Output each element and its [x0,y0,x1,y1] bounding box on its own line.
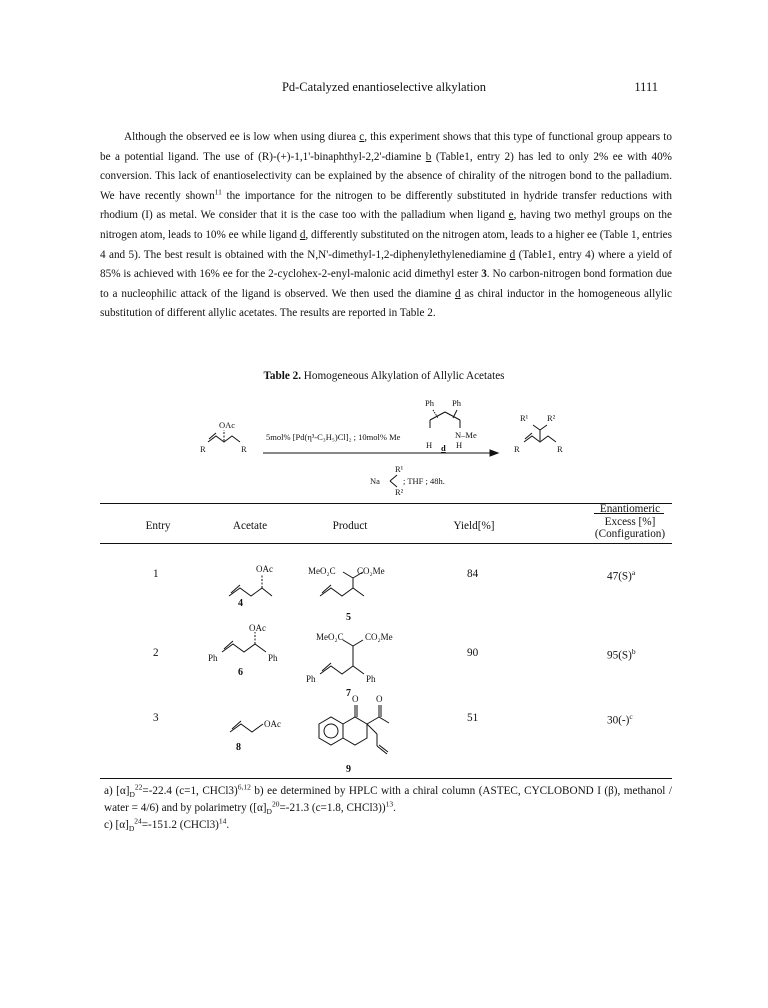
scheme-prod-r-right: R [557,444,563,454]
s1-meo2c: MeO₂C [308,566,336,576]
citation-11: 11 [214,187,222,197]
s2-co2me: CO₂Me [365,632,393,642]
scheme-nme: N–Me [455,430,477,440]
s1-co2me: CO₂Me [357,566,385,576]
scheme-oac: OAc [219,420,236,430]
ee-cell: $30(-)^c$ [607,712,633,727]
s2-meo2c: MeO₂C [316,632,344,642]
ref-d: d [454,287,461,300]
table-caption: Table 2. Homogeneous Alkylation of Allylic Acetates [263,370,505,382]
ref-b: b [425,150,432,163]
scheme-r-left: R [200,444,206,454]
scheme-r2: R² [395,487,404,497]
ref-d: d [299,228,306,241]
compound-label-8: 8 [236,742,241,753]
entry-cell: 1 [153,568,159,580]
scheme-prod-r-left: R [514,444,520,454]
yield-cell: 51 [467,712,479,724]
compound-label-7: 7 [346,688,351,699]
scheme-ph-2: Ph [452,398,461,408]
header-ee: Enantiomeric Excess [%] (Configuration) [594,503,666,540]
scheme-ligand-label: d [441,443,446,453]
s3-o-1: O [352,694,359,704]
ee-cell: $95(S)^b$ [607,647,636,662]
compound-label-6: 6 [238,667,243,678]
s2p-ph-left: Ph [306,674,316,684]
header-product: Product [332,520,368,532]
scheme-prod-r2: R² [547,413,556,423]
header-acetate: Acetate [232,520,268,532]
entry-cell: 2 [153,647,159,659]
scheme-r1: R¹ [395,464,404,474]
table-footnote: a) $[\alpha]_D^{22}=-22.4$ (c=1, CHCl3)$^{6,12}$ b) ee determined by HPLC with a chiral column (ASTEC, CYCLOBOND I (β), methanol / water = 4/6) and by polarimetry ($[\alpha]_D^{20}=-21.3$ (c=1.8, CHCl3))$^{13}$. c) $[\alpha]_D^{24}=-151.2$ (CHCl3)$^{14}$. [104,782,672,834]
scheme-r-right: R [241,444,247,454]
scheme-ph-1: Ph [425,398,434,408]
page-number: 1111 [634,80,658,94]
s2-oac: OAc [249,623,266,633]
scheme-h-1: H [426,440,433,450]
yield-cell: 84 [467,568,479,580]
s3-o-2: O [376,694,383,704]
compound-label-4: 4 [238,598,243,609]
compound-label-5: 5 [346,612,351,623]
ee-cell: $47(S)^a$ [607,568,636,583]
ref-c: c [359,131,365,143]
s3-oac: OAc [264,719,281,729]
scheme-h-2: H [456,440,463,450]
entry-cell: 3 [153,712,159,724]
yield-cell: 90 [467,647,479,659]
s1-oac: OAc [256,564,273,574]
scheme-prod-r1: R¹ [520,413,529,423]
ref-d: d [509,248,516,261]
running-head-title: Pd-Catalyzed enantioselective alkylation [281,80,487,94]
body-paragraph: Although the observed ee is low when using diurea c, this experiment shows that this type of functional group appears to be a potential ligand. The use of (R)-(+)-1,1'-binaphthyl-2,2'-diamine b (Table1, entry 2) has led to only 2% ee with 40% conversion. This lack of enantioselectivity can be explained by the absence of chirality of the nitrogen bond to the palladium. We have recently shown$^{11}$ the importance for the nitrogen to be differently substituted in hydride transfer reductions with rhodium (I) as metal. We consider that it is the case too with the palladium when ligand e, having two methyl groups on the nitrogen atom, leads to 10% ee while ligand d, differently substituted on the nitrogen atom, leads to a higher ee (Table 1, entries 4 and 5). The best result is obtained with the N,N'-dimethyl-1,2-diphenylethylenediamine d (Table1, entry 4) where a yield of 85% is achieved with 16% ee for the 2-cyclohex-2-enyl-malonic acid dimethyl ester 3. No carbon-nitrogen bond formation due to a nucleophilic attack of the ligand is observed. We then used the diamine d as chiral inductor in the homogeneous allylic substitution of different allylic acetates. The results are reported in Table 2. [100,131,673,320]
scheme-thf: ; THF ; 48h. [403,476,445,486]
header-entry: Entry [145,520,171,532]
scheme-na: Na [370,476,380,486]
s2-ph-right: Ph [268,653,278,663]
s2-ph-left: Ph [208,653,218,663]
header-yield: Yield[%] [453,520,495,532]
compound-3: 3 [481,268,487,281]
ref-e: e [508,209,514,222]
compound-label-9: 9 [346,764,351,775]
s2p-ph-right: Ph [366,674,376,684]
scheme-conditions: 5mol% [Pd(η³-C₃H₅)Cl]₂ ; 10mol% Me [266,432,401,442]
